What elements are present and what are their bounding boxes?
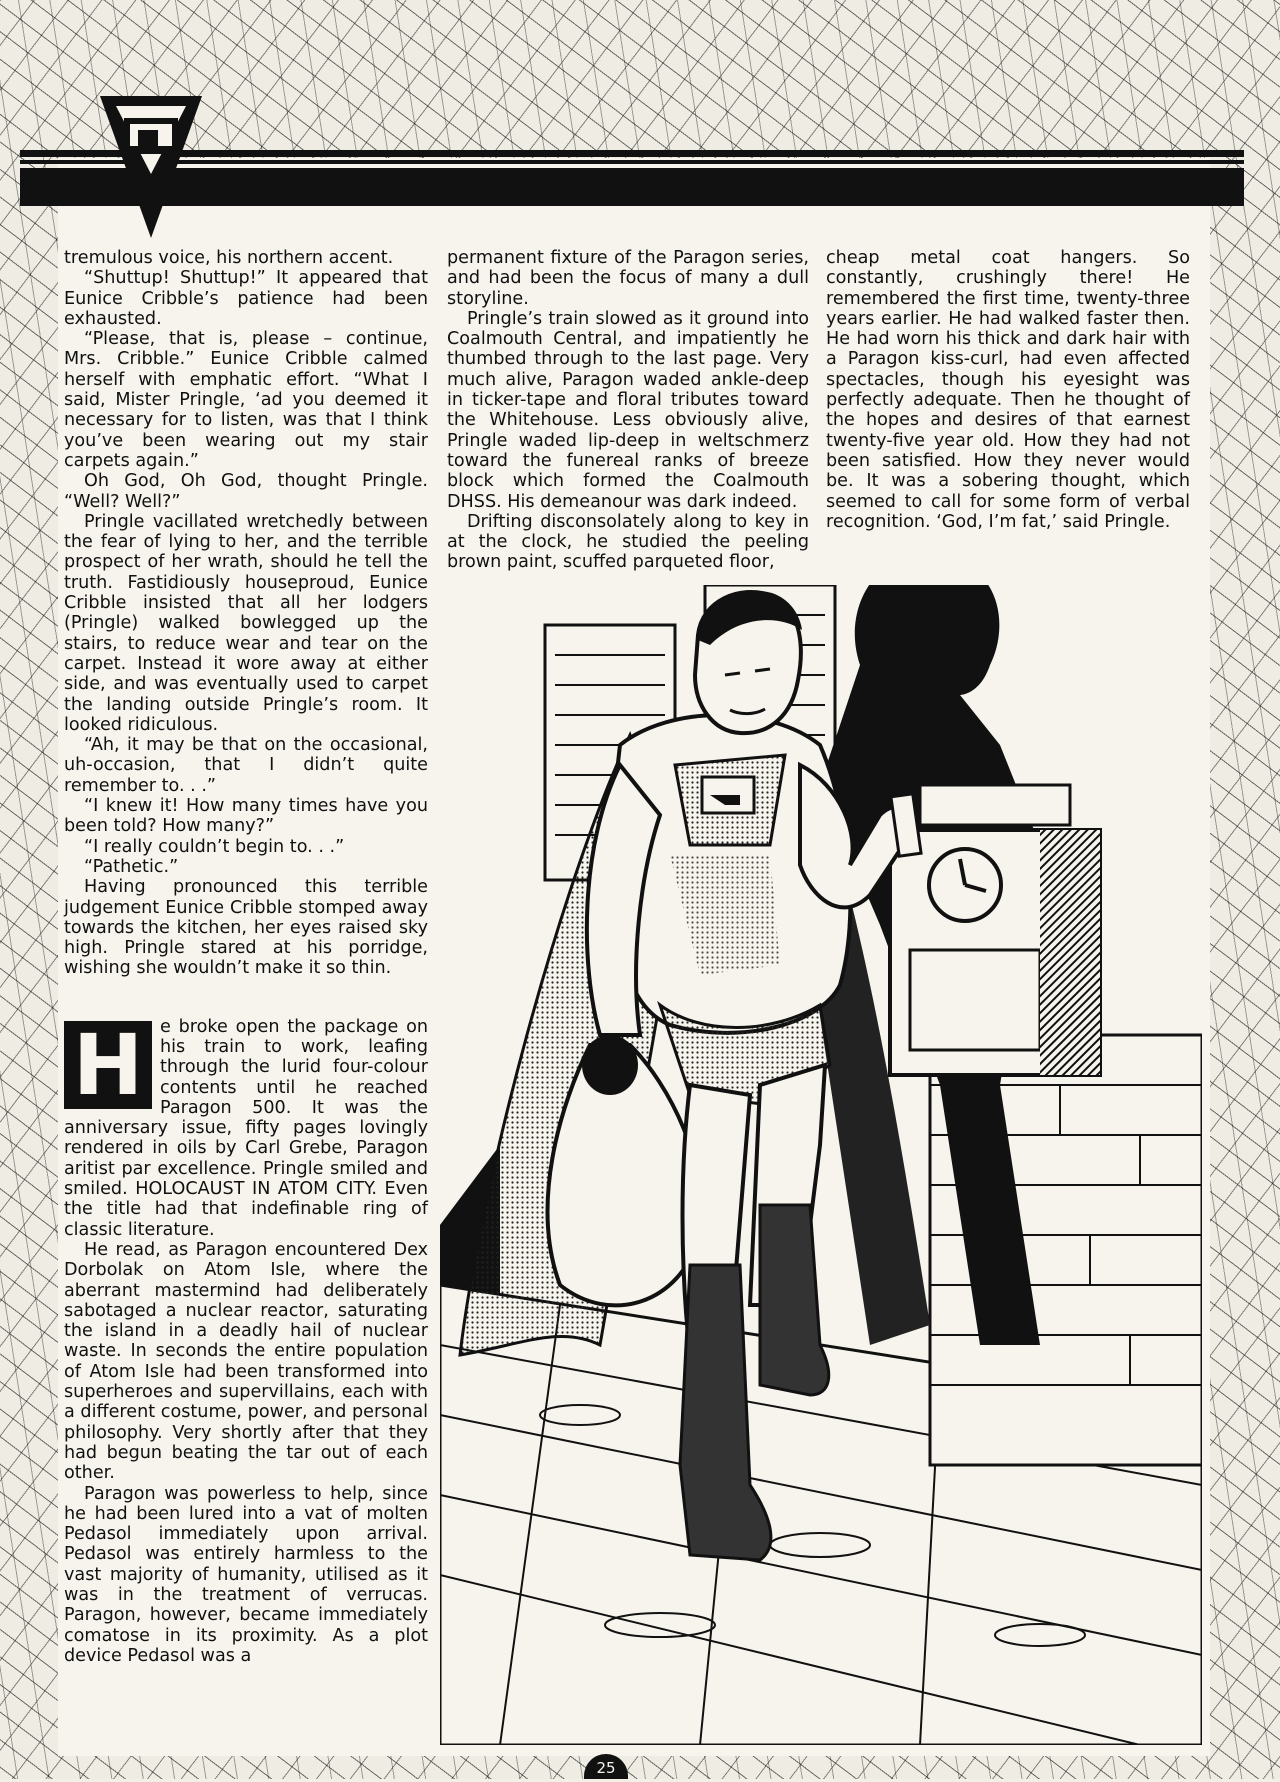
article-paragraph: “Ah, it may be that on the occasional, uh-occasion, that I didn’t quite remember to. . .” bbox=[64, 735, 428, 796]
article-column-1 bbox=[64, 248, 428, 1666]
article-paragraph: cheap metal coat hangers. So constantly, crushingly there! He remembered the first time, twenty-three years earlier. He had walked faster then. He had worn his thick and dark hair with a Paragon kiss-curl, had even affected spectacles, though his eyesight was perfectly adequate. Then he thought of the hopes and desires of that earnest twenty-five year old. How they had not been satisfied. How they never would be. It was a sobering thought, which seemed to call for some form of verbal recognition. ‘God, I’m fat,’ said Pringle. bbox=[826, 248, 1190, 532]
article-paragraph: Paragon was powerless to help, since he had been lured into a vat of molten Pedasol immediately upon arrival. Pedasol was entirely harmless to the vast majority of humanity, utilised as it was in the treatment of verrucas. Paragon, however, became immediately comatose in its proximity. As a plot device Pedasol was a bbox=[64, 1483, 428, 1666]
article-column-2 bbox=[447, 248, 809, 573]
page-number: 25 bbox=[584, 1754, 628, 1779]
article-paragraph: Pringle’s train slowed as it ground into Coalmouth Central, and impatiently he thumbed through to the last page. Very much alive, Paragon waded ankle-deep in ticker-tape and floral tributes toward the Whitehouse. Less obviously alive, Pringle waded lip-deep in weltschmerz toward the funereal ranks of breeze block which formed the Coalmouth DHSS. His demeanour was dark indeed. bbox=[447, 308, 809, 512]
article-paragraph: tremulous voice, his northern accent. bbox=[64, 248, 394, 268]
article-paragraph: Drifting disconsolately along to key in at the clock, he studied the peeling brown paint, scuffed parqueted floor, bbox=[447, 511, 809, 573]
article-paragraph: Oh God, Oh God, thought Pringle. “Well? Well?” bbox=[64, 471, 428, 512]
article-paragraph: “Pathetic.” bbox=[84, 856, 179, 877]
article-column-3 bbox=[826, 248, 1190, 532]
article-paragraph: He read, as Paragon encountered Dex Dorbolak on Atom Isle, where the aberrant mastermind had deliberately sabotaged a nuclear reactor, saturating the island in a deadly hail of nuclear waste. In seconds the entire population of Atom Isle had been transformed into superheroes and supervillains, each with a different costume, power, and personal philosophy. Very shortly after that they had begun beating the tar out of each other. bbox=[64, 1239, 428, 1484]
paragon-costumed-man-at-clock-illustration bbox=[440, 585, 1202, 1745]
article-paragraph: Pringle vacillated wretchedly between the fear of lying to her, and the terrible prospect of her wrath, should he tell the truth. Fastidiously houseproud, Eunice Cribble insisted that all her lodgers (Pringle) walked bowlegged up the stairs, to reduce wear and tear on the carpet. Instead it wore away at either side, and was eventually used to carpet the landing outside Pringle’s room. It looked ridiculous. bbox=[64, 511, 428, 735]
article-paragraph: “I really couldn’t begin to. . .” bbox=[84, 836, 345, 857]
article-paragraph: e broke open the package on his train to work, leafing through the lurid four-colour contents until he reached Paragon 500. It was the anniversary issue, fifty pages lovingly rendered in oils by Carl Grebe, Paragon aritist par excellence. Pringle smiled and smiled. HOLOCAUST IN ATOM CITY. Even the title had that indefinable ring of classic literature. bbox=[64, 1016, 428, 1240]
article-paragraph: Having pronounced this terrible judgement Eunice Cribble stomped away towards the kitchen, her eyes raised sky high. Pringle stared at his porridge, wishing she wouldn’t make it so thin. bbox=[64, 877, 428, 979]
article-paragraph: “Shuttup! Shuttup!” It appeared that Eunice Cribble’s patience had been exhausted. bbox=[64, 268, 428, 329]
article-paragraph: “Please, that is, please – continue, Mrs. Cribble.” Eunice Cribble calmed herself with emphatic effort. “What I said, Mister Pringle, ‘ad you deemed it necessary for to listen, was that I think you’ve been wearing out my stair carpets again.” bbox=[64, 329, 428, 471]
dropcap-letter: H bbox=[64, 1021, 152, 1109]
article-paragraph: permanent fixture of the Paragon series, and had been the focus of many a dull storyline. bbox=[447, 248, 809, 309]
header-bar bbox=[20, 150, 1244, 206]
article-paragraph: “I knew it! How many times have you been told? How many?” bbox=[64, 796, 428, 837]
paragon-p-triangle-icon bbox=[100, 96, 202, 238]
